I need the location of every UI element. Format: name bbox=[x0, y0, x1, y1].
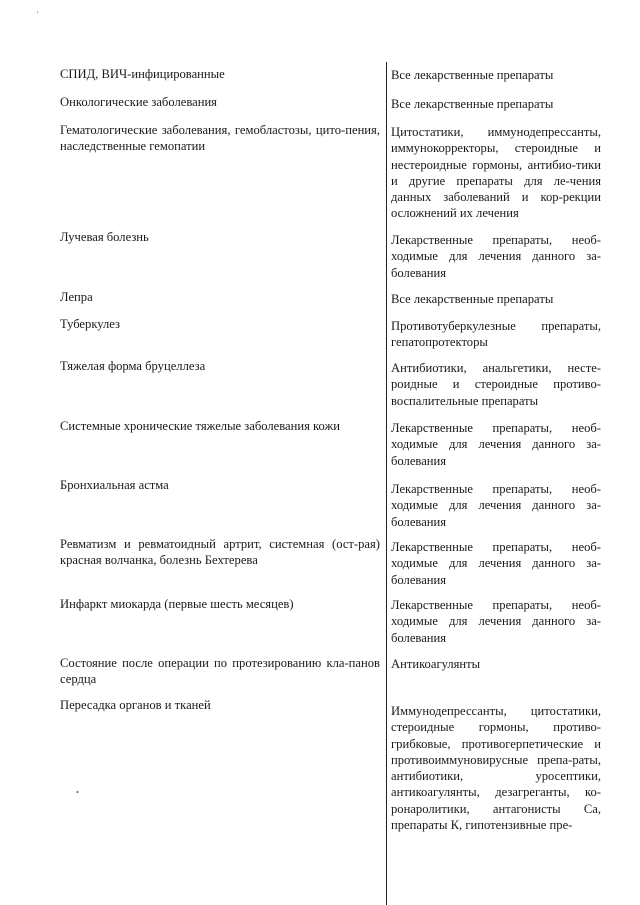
drugs-cell: Лекарственные препараты, необ-ходимые для лечения данного за-болевания bbox=[391, 598, 601, 645]
drugs-cell: Антикоагулянты bbox=[391, 657, 481, 671]
drugs-cell: Лекарственные препараты, необ-ходимые для лечения данного за-болевания bbox=[391, 482, 601, 529]
scan-speck: • bbox=[76, 788, 79, 797]
drugs-cell: Все лекарственные препараты bbox=[391, 68, 554, 82]
drugs-cell: Противотуберкулезные препараты, гепатопротекторы bbox=[391, 319, 601, 350]
drugs-cell: Лекарственные препараты, необ-ходимые для лечения данного за-болевания bbox=[391, 540, 601, 587]
drugs-cell: Антибиотики, анальгетики, несте-роидные и стероидные противо-воспалительные препараты bbox=[391, 361, 601, 408]
column-divider bbox=[386, 62, 387, 905]
disease-cell: Ревматизм и ревматоидный артрит, системная (ост-рая) красная волчанка, болезнь Бехтерева bbox=[60, 537, 380, 568]
disease-cell: Пересадка органов и тканей bbox=[60, 698, 211, 712]
disease-cell: Бронхиальная астма bbox=[60, 478, 169, 492]
disease-cell: Туберкулез bbox=[60, 317, 121, 331]
disease-cell: Гематологические заболевания, гемобластозы, цито-пения, наследственные гемопатии bbox=[60, 123, 380, 154]
disease-cell: СПИД, ВИЧ-инфицированные bbox=[60, 67, 225, 81]
disease-cell: Инфаркт миокарда (первые шесть месяцев) bbox=[60, 597, 294, 611]
scan-speck: ' bbox=[37, 10, 39, 19]
drugs-cell: Лекарственные препараты, необ-ходимые для лечения данного за-болевания bbox=[391, 421, 601, 468]
drugs-cell: Все лекарственные препараты bbox=[391, 97, 554, 111]
drugs-cell: Лекарственные препараты, необ-ходимые для лечения данного за-болевания bbox=[391, 233, 601, 280]
disease-cell: Системные хронические тяжелые заболевания кожи bbox=[60, 419, 340, 433]
disease-cell: Состояние после операции по протезированию кла-панов сердца bbox=[60, 656, 380, 687]
disease-cell: Лепра bbox=[60, 290, 93, 304]
disease-cell: Тяжелая форма бруцеллеза bbox=[60, 359, 206, 373]
drugs-cell: Цитостатики, иммунодепрессанты, иммунокорректоры, стероидные и нестероидные гормоны, антибио-тики и другие препараты для ле-чения данных заболеваний и кор-рекции осложнений их лечения bbox=[391, 125, 601, 221]
drugs-cell: Все лекарственные препараты bbox=[391, 292, 554, 306]
drugs-cell: Иммунодепрессанты, цитостатики, стероидные гормоны, противо-грибковые, противогерпетические и противоиммуновирусные препа-раты, антибиотики, уросептики, антикоагулянты, дезагреганты, ко-ронаролитики, антагонисты Са, препараты К, гипотензивные пре- bbox=[391, 704, 601, 833]
disease-cell: Онкологические заболевания bbox=[60, 95, 217, 109]
disease-cell: Лучевая болезнь bbox=[60, 230, 149, 244]
